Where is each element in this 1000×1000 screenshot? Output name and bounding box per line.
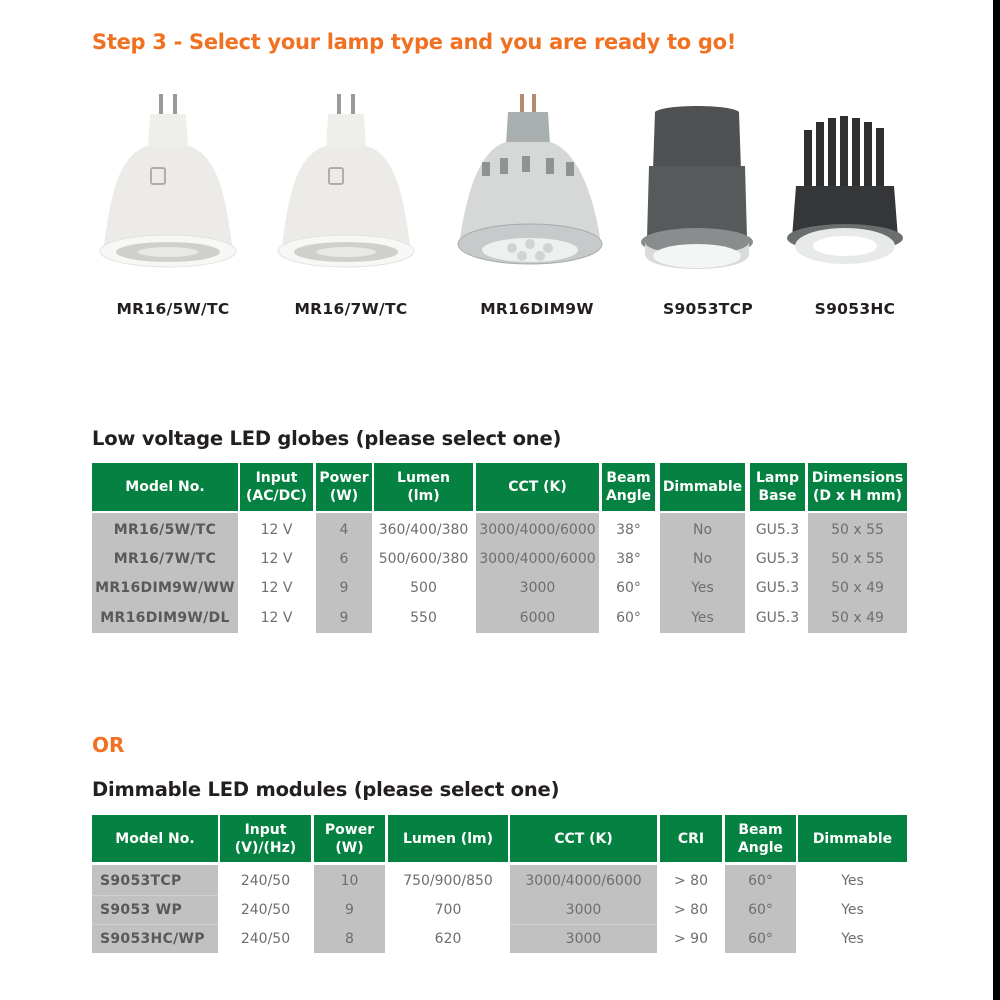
- cell-lumen: 550: [410, 609, 437, 626]
- cell-input: 12 V: [260, 550, 293, 567]
- cell-model: S9053HC/WP: [100, 930, 205, 947]
- cell-beam-angle: 60°: [748, 930, 773, 947]
- cell-input: 240/50: [240, 872, 291, 889]
- header-power: Power (W): [314, 815, 385, 862]
- cell-cct: 3000: [519, 579, 556, 596]
- header-power: Power (W): [316, 463, 372, 511]
- mr16-white-lamp-icon: [88, 88, 258, 288]
- or-separator: OR: [92, 733, 125, 757]
- cell-beam-angle: 60°: [748, 901, 773, 918]
- header-cct: CCT (K): [510, 815, 657, 862]
- header-input: Input (AC/DC): [240, 463, 313, 511]
- cell-beam-angle: 38°: [616, 521, 641, 538]
- cell-power: 10: [340, 872, 359, 889]
- lamp-option-mr16-7w[interactable]: [266, 88, 436, 328]
- cell-input: 240/50: [240, 901, 291, 918]
- cell-power: 9: [345, 901, 354, 918]
- cell-lamp-base: GU5.3: [755, 579, 800, 596]
- cell-model: S9053TCP: [100, 872, 182, 889]
- cell-cct: 3000/4000/6000: [525, 872, 642, 889]
- cell-cct: 3000: [565, 930, 602, 947]
- cell-beam-angle: 38°: [616, 550, 641, 567]
- cell-cct: 3000/4000/6000: [479, 550, 596, 567]
- dark-grey-cylinder-module-icon: [623, 88, 793, 288]
- cell-dimmable: Yes: [841, 901, 864, 918]
- cell-input: 12 V: [260, 521, 293, 538]
- cell-dimensions: 50 x 49: [831, 579, 884, 596]
- header-beam-angle: Beam Angle: [725, 815, 796, 862]
- cell-dimmable: Yes: [691, 609, 714, 626]
- header-cct: CCT (K): [476, 463, 599, 511]
- cell-beam-angle: 60°: [748, 872, 773, 889]
- cell-cri: > 90: [674, 930, 708, 947]
- header-input: Input (V)/(Hz): [220, 815, 311, 862]
- lamp-label: S9053TCP: [662, 300, 753, 318]
- lamp-label: MR16DIM9W: [480, 300, 594, 318]
- cell-cct: 6000: [519, 609, 556, 626]
- cell-cri: > 80: [674, 901, 708, 918]
- cell-lamp-base: GU5.3: [755, 609, 800, 626]
- cell-model: MR16DIM9W/DL: [100, 609, 230, 626]
- cell-dimensions: 50 x 49: [831, 609, 884, 626]
- lamp-option-s9053hc[interactable]: [770, 88, 940, 328]
- cell-cri: > 80: [674, 872, 708, 889]
- cell-dimmable: Yes: [841, 872, 864, 889]
- section-heading-low-voltage: Low voltage LED globes (please select one): [92, 427, 562, 450]
- mr16-silver-finned-lamp-icon: [452, 88, 622, 288]
- cell-input: 12 V: [260, 609, 293, 626]
- cell-power: 9: [339, 579, 349, 596]
- cell-dimensions: 50 x 55: [831, 550, 884, 567]
- cell-lamp-base: GU5.3: [755, 550, 800, 567]
- cell-power: 4: [339, 521, 349, 538]
- cell-dimensions: 50 x 55: [831, 521, 884, 538]
- cell-dimmable: No: [692, 550, 713, 567]
- header-dimmable: Dimmable: [660, 463, 745, 511]
- lamp-option-s9053tcp[interactable]: [623, 88, 793, 328]
- cell-power: 9: [339, 609, 349, 626]
- cell-power: 6: [339, 550, 349, 567]
- cell-lumen: 500/600/380: [378, 550, 469, 567]
- cell-lumen: 500: [410, 579, 437, 596]
- lamp-label: MR16/5W/TC: [116, 300, 230, 318]
- cell-beam-angle: 60°: [616, 609, 641, 626]
- cell-lumen: 620: [434, 930, 462, 947]
- header-model-no: Model No.: [92, 815, 218, 862]
- cell-lumen: 360/400/380: [378, 521, 469, 538]
- black-finned-module-icon: [770, 88, 940, 288]
- cell-input: 12 V: [260, 579, 293, 596]
- lamp-label: S9053HC: [814, 300, 896, 318]
- section-heading-modules: Dimmable LED modules (please select one): [92, 778, 560, 801]
- cell-input: 240/50: [240, 930, 291, 947]
- mr16-white-lamp-icon: [266, 88, 436, 288]
- header-beam-angle: Beam Angle: [602, 463, 655, 511]
- header-dimmable: Dimmable: [798, 815, 907, 862]
- cell-lamp-base: GU5.3: [755, 521, 800, 538]
- cell-model: S9053 WP: [100, 901, 183, 918]
- cell-dimmable: Yes: [691, 579, 714, 596]
- cell-beam-angle: 60°: [616, 579, 641, 596]
- header-dimensions: Dimensions (D x H mm): [808, 463, 907, 511]
- page-title: Step 3 - Select your lamp type and you are ready to go!: [92, 30, 736, 54]
- cell-lumen: 700: [434, 901, 462, 918]
- cell-cct: 3000/4000/6000: [479, 521, 596, 538]
- header-lumen: Lumen (lm): [388, 815, 508, 862]
- cell-model: MR16DIM9W/WW: [95, 579, 235, 596]
- lamp-option-mr16-5w[interactable]: [88, 88, 258, 328]
- cell-dimmable: Yes: [841, 930, 864, 947]
- header-lamp-base: Lamp Base: [750, 463, 805, 511]
- cell-power: 8: [345, 930, 354, 947]
- cell-cct: 3000: [565, 901, 602, 918]
- lamp-label: MR16/7W/TC: [294, 300, 408, 318]
- cell-lumen: 750/900/850: [403, 872, 493, 889]
- cell-model: MR16/5W/TC: [113, 521, 217, 538]
- cell-model: MR16/7W/TC: [113, 550, 217, 567]
- lamp-option-mr16dim9w[interactable]: [452, 88, 622, 328]
- cell-dimmable: No: [692, 521, 713, 538]
- right-edge-border: [993, 0, 1000, 1000]
- header-cri: CRI: [660, 815, 722, 862]
- header-model-no: Model No.: [92, 463, 238, 511]
- header-lumen: Lumen (lm): [374, 463, 473, 511]
